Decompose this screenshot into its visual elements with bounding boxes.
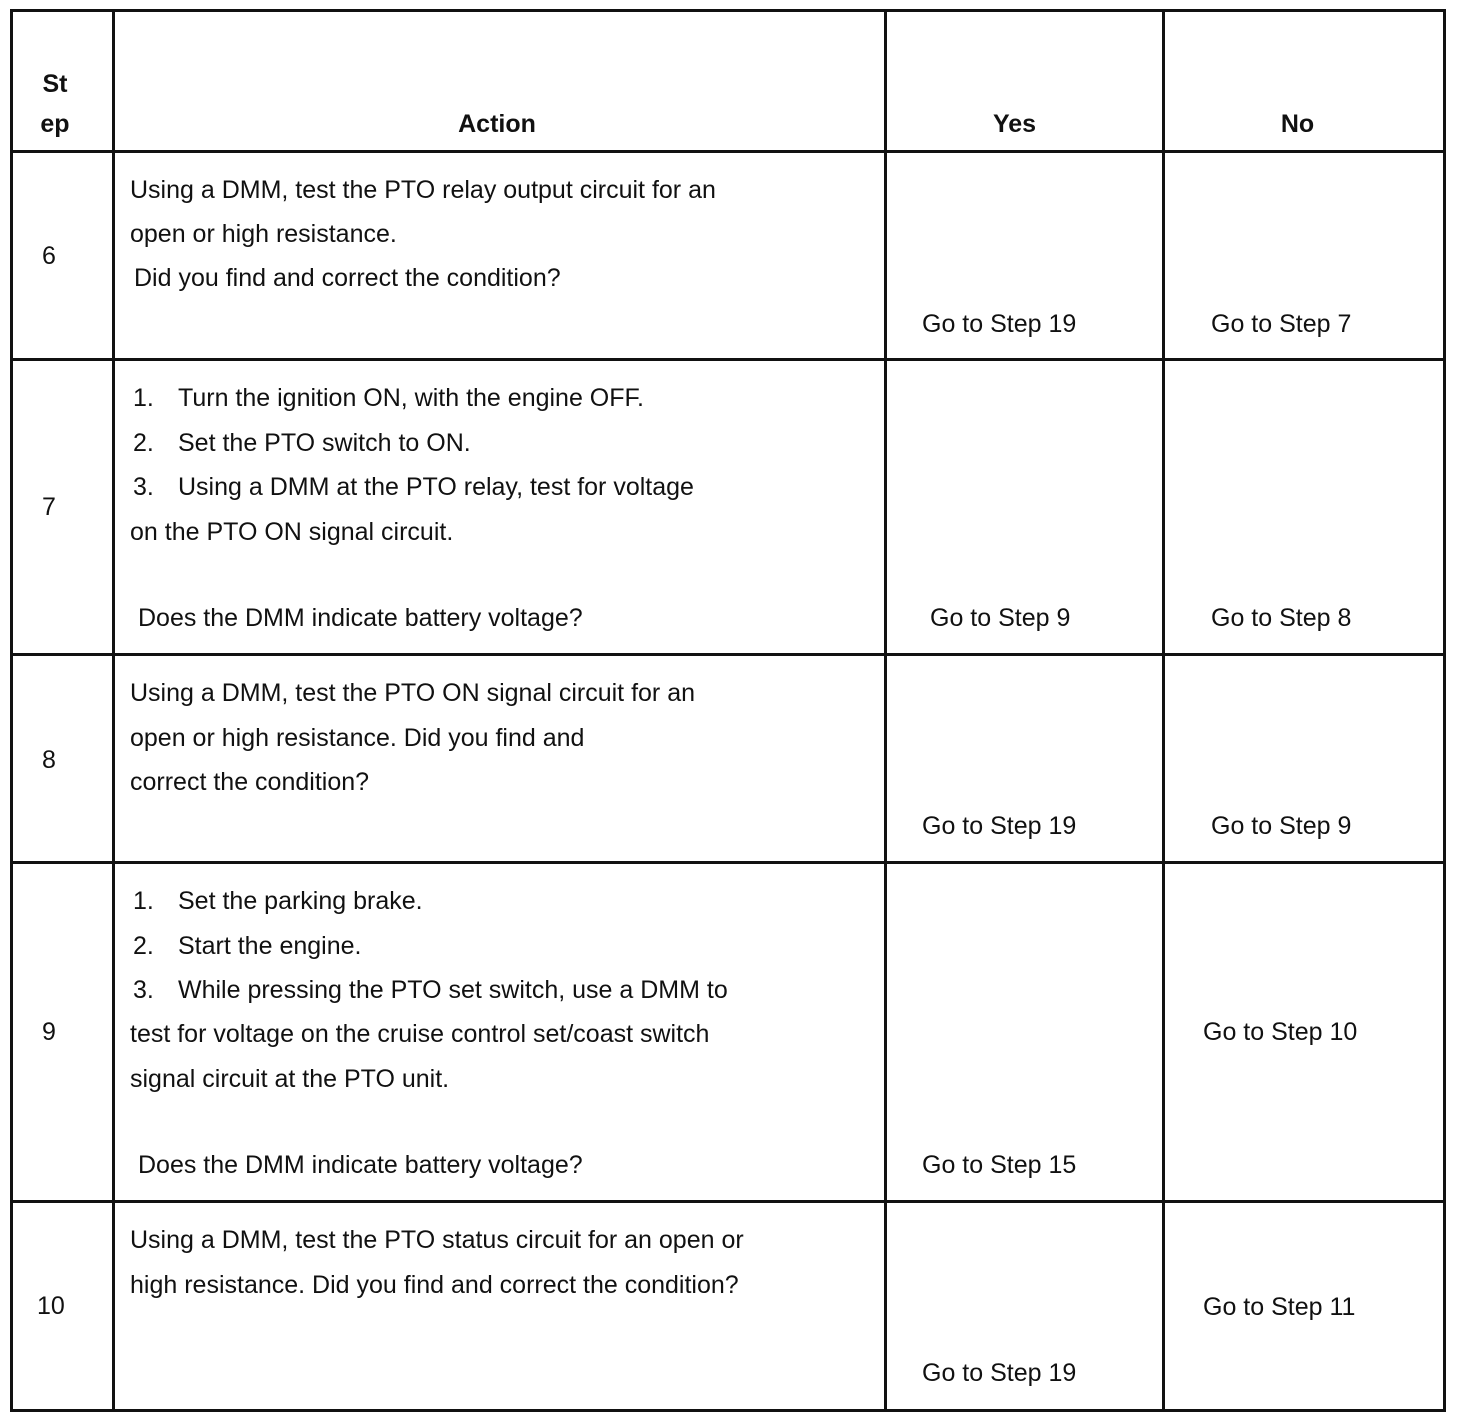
list-number: 3.	[133, 473, 154, 501]
action-text: Turn the ignition ON, with the engine OFF.	[178, 384, 644, 412]
action-text: on the PTO ON signal circuit.	[130, 518, 454, 546]
action-text: Did you find and correct the condition?	[134, 264, 561, 292]
action-text: Using a DMM, test the PTO ON signal circuit for an	[130, 679, 696, 707]
step-number: 8	[42, 746, 56, 774]
step-number: 7	[42, 493, 56, 521]
no-result: Go to Step 7	[1211, 310, 1352, 338]
yes-result: Go to Step 19	[922, 812, 1077, 840]
list-number: 2.	[133, 429, 154, 457]
step-number: 6	[42, 242, 56, 270]
action-text: Set the parking brake.	[178, 887, 423, 915]
header-step-line2: ep	[40, 110, 70, 138]
yes-result: Go to Step 9	[930, 604, 1071, 632]
action-text: Using a DMM, test the PTO status circuit for an open or	[130, 1226, 744, 1254]
action-text: Set the PTO switch to ON.	[178, 429, 471, 457]
list-number: 1.	[133, 887, 154, 915]
action-text: Using a DMM at the PTO relay, test for voltage	[178, 473, 694, 501]
yes-result: Go to Step 15	[922, 1151, 1077, 1179]
row-divider	[13, 358, 1443, 361]
list-number: 1.	[133, 384, 154, 412]
yes-result: Go to Step 19	[922, 310, 1077, 338]
action-text: While pressing the PTO set switch, use a DMM to	[178, 976, 728, 1004]
action-text: Start the engine.	[178, 932, 362, 960]
action-text: signal circuit at the PTO unit.	[130, 1065, 450, 1093]
action-question: Does the DMM indicate battery voltage?	[138, 604, 583, 632]
row-divider	[13, 653, 1443, 656]
no-result: Go to Step 8	[1211, 604, 1352, 632]
action-text: Using a DMM, test the PTO relay output circuit for an	[130, 176, 716, 204]
action-text: high resistance. Did you find and correct the condition?	[130, 1271, 739, 1299]
header-no: No	[1280, 110, 1315, 138]
header-step-line1: St	[42, 70, 68, 98]
list-number: 2.	[133, 932, 154, 960]
no-result: Go to Step 9	[1211, 812, 1352, 840]
step-number: 9	[42, 1018, 56, 1046]
header-action: Action	[458, 110, 536, 138]
action-text: test for voltage on the cruise control set/coast switch	[130, 1020, 710, 1048]
row-divider	[13, 1200, 1443, 1203]
header-yes: Yes	[992, 110, 1037, 138]
action-text: correct the condition?	[130, 768, 370, 796]
row-divider	[13, 150, 1443, 153]
no-result: Go to Step 10	[1203, 1018, 1358, 1046]
action-text: open or high resistance.	[130, 220, 397, 248]
step-number: 10	[37, 1292, 65, 1320]
action-question: Does the DMM indicate battery voltage?	[138, 1151, 583, 1179]
yes-result: Go to Step 19	[922, 1359, 1077, 1387]
header-step	[10, 70, 100, 138]
action-text: open or high resistance. Did you find and	[130, 724, 585, 752]
list-number: 3.	[133, 976, 154, 1004]
row-divider	[13, 861, 1443, 864]
no-result: Go to Step 11	[1203, 1293, 1356, 1321]
